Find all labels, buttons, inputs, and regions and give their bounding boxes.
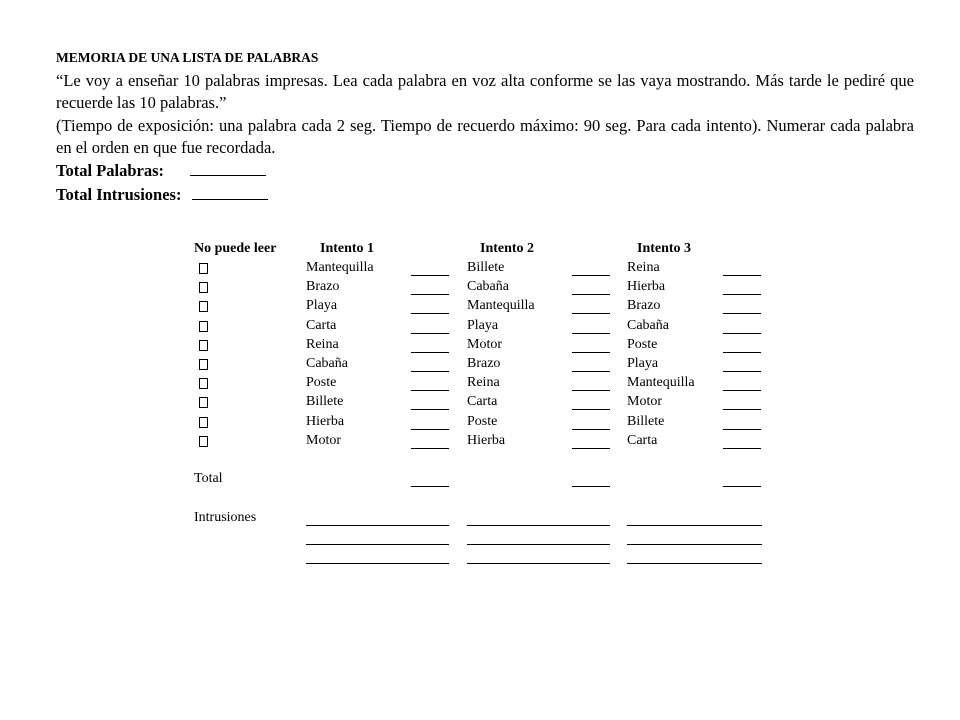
intrusiones-label: Intrusiones bbox=[194, 510, 257, 525]
order-blank-attempt-2[interactable] bbox=[572, 409, 610, 410]
intrusion-line-attempt-1[interactable] bbox=[306, 544, 449, 545]
order-blank-attempt-1[interactable] bbox=[411, 352, 449, 353]
timing-text: (Tiempo de exposición: una palabra cada 2 seg. Tiempo de recuerdo máximo: 90 seg. Para cada intento). Numerar cada palabra en el orden en que fue recordada. bbox=[56, 116, 914, 157]
order-blank-attempt-3[interactable] bbox=[723, 275, 761, 276]
order-blank-attempt-3[interactable] bbox=[723, 448, 761, 449]
word-attempt-3: Brazo bbox=[627, 298, 661, 313]
cannot-read-checkbox[interactable] bbox=[199, 378, 208, 389]
order-blank-attempt-3[interactable] bbox=[723, 352, 761, 353]
word-attempt-3: Cabaña bbox=[627, 318, 669, 333]
intrusion-line-attempt-3[interactable] bbox=[627, 544, 762, 545]
order-blank-attempt-3[interactable] bbox=[723, 390, 761, 391]
cannot-read-checkbox[interactable] bbox=[199, 263, 208, 274]
word-attempt-2: Playa bbox=[467, 318, 499, 333]
word-attempt-1: Mantequilla bbox=[306, 260, 374, 275]
word-attempt-3: Billete bbox=[627, 414, 665, 429]
order-blank-attempt-1[interactable] bbox=[411, 294, 449, 295]
order-blank-attempt-2[interactable] bbox=[572, 275, 610, 276]
word-attempt-1: Billete bbox=[306, 394, 344, 409]
cannot-read-checkbox[interactable] bbox=[199, 340, 208, 351]
total-palabras-label: Total Palabras: bbox=[56, 161, 165, 180]
word-attempt-2: Mantequilla bbox=[467, 298, 535, 313]
intrusion-line-attempt-3[interactable] bbox=[627, 563, 762, 564]
intrusion-line-attempt-1[interactable] bbox=[306, 563, 449, 564]
order-blank-attempt-1[interactable] bbox=[411, 409, 449, 410]
word-attempt-1: Brazo bbox=[306, 279, 340, 294]
word-attempt-2: Poste bbox=[467, 414, 498, 429]
total-label: Total bbox=[194, 471, 223, 486]
total-blank-attempt-2[interactable] bbox=[572, 486, 610, 487]
word-attempt-2: Motor bbox=[467, 337, 502, 352]
page-title: MEMORIA DE UNA LISTA DE PALABRAS bbox=[56, 50, 319, 65]
column-header: Intento 3 bbox=[637, 241, 692, 256]
word-attempt-1: Cabaña bbox=[306, 356, 348, 371]
order-blank-attempt-3[interactable] bbox=[723, 371, 761, 372]
order-blank-attempt-2[interactable] bbox=[572, 448, 610, 449]
order-blank-attempt-2[interactable] bbox=[572, 352, 610, 353]
word-attempt-2: Reina bbox=[467, 375, 500, 390]
order-blank-attempt-2[interactable] bbox=[572, 371, 610, 372]
order-blank-attempt-2[interactable] bbox=[572, 333, 610, 334]
instruction-text: “Le voy a enseñar 10 palabras impresas. Lea cada palabra en voz alta conforme se las vaya mostrando. Más tarde le pediré que recuerde las 10 palabras.” bbox=[56, 71, 914, 112]
intrusion-line-attempt-3[interactable] bbox=[627, 525, 762, 526]
order-blank-attempt-1[interactable] bbox=[411, 448, 449, 449]
column-header: No puede leer bbox=[194, 241, 277, 256]
order-blank-attempt-3[interactable] bbox=[723, 429, 761, 430]
word-attempt-1: Motor bbox=[306, 433, 341, 448]
word-attempt-3: Carta bbox=[627, 433, 658, 448]
total-blank-attempt-1[interactable] bbox=[411, 486, 449, 487]
order-blank-attempt-3[interactable] bbox=[723, 313, 761, 314]
word-attempt-2: Cabaña bbox=[467, 279, 509, 294]
cannot-read-checkbox[interactable] bbox=[199, 359, 208, 370]
intrusion-line-attempt-2[interactable] bbox=[467, 525, 610, 526]
word-attempt-3: Mantequilla bbox=[627, 375, 695, 390]
order-blank-attempt-1[interactable] bbox=[411, 390, 449, 391]
intrusion-line-attempt-2[interactable] bbox=[467, 563, 610, 564]
cannot-read-checkbox[interactable] bbox=[199, 397, 208, 408]
word-attempt-3: Poste bbox=[627, 337, 658, 352]
column-header: Intento 2 bbox=[480, 241, 535, 256]
cannot-read-checkbox[interactable] bbox=[199, 436, 208, 447]
order-blank-attempt-1[interactable] bbox=[411, 275, 449, 276]
word-attempt-3: Motor bbox=[627, 394, 662, 409]
order-blank-attempt-1[interactable] bbox=[411, 371, 449, 372]
order-blank-attempt-2[interactable] bbox=[572, 390, 610, 391]
order-blank-attempt-2[interactable] bbox=[572, 294, 610, 295]
word-attempt-2: Brazo bbox=[467, 356, 501, 371]
order-blank-attempt-1[interactable] bbox=[411, 313, 449, 314]
word-attempt-3: Hierba bbox=[627, 279, 666, 294]
column-header: Intento 1 bbox=[320, 241, 375, 256]
intrusion-line-attempt-2[interactable] bbox=[467, 544, 610, 545]
total-blank-attempt-3[interactable] bbox=[723, 486, 761, 487]
order-blank-attempt-2[interactable] bbox=[572, 429, 610, 430]
cannot-read-checkbox[interactable] bbox=[199, 321, 208, 332]
word-attempt-1: Reina bbox=[306, 337, 339, 352]
order-blank-attempt-3[interactable] bbox=[723, 409, 761, 410]
order-blank-attempt-2[interactable] bbox=[572, 313, 610, 314]
word-attempt-3: Reina bbox=[627, 260, 660, 275]
word-attempt-1: Carta bbox=[306, 318, 337, 333]
word-attempt-3: Playa bbox=[627, 356, 659, 371]
order-blank-attempt-3[interactable] bbox=[723, 294, 761, 295]
word-attempt-2: Hierba bbox=[467, 433, 506, 448]
total-intrusiones-label: Total Intrusiones: bbox=[56, 185, 182, 204]
word-attempt-1: Playa bbox=[306, 298, 338, 313]
cannot-read-checkbox[interactable] bbox=[199, 282, 208, 293]
word-attempt-2: Billete bbox=[467, 260, 505, 275]
order-blank-attempt-1[interactable] bbox=[411, 429, 449, 430]
intrusion-line-attempt-1[interactable] bbox=[306, 525, 449, 526]
word-attempt-1: Hierba bbox=[306, 414, 345, 429]
cannot-read-checkbox[interactable] bbox=[199, 417, 208, 428]
word-attempt-1: Poste bbox=[306, 375, 337, 390]
cannot-read-checkbox[interactable] bbox=[199, 301, 208, 312]
word-attempt-2: Carta bbox=[467, 394, 498, 409]
order-blank-attempt-3[interactable] bbox=[723, 333, 761, 334]
order-blank-attempt-1[interactable] bbox=[411, 333, 449, 334]
